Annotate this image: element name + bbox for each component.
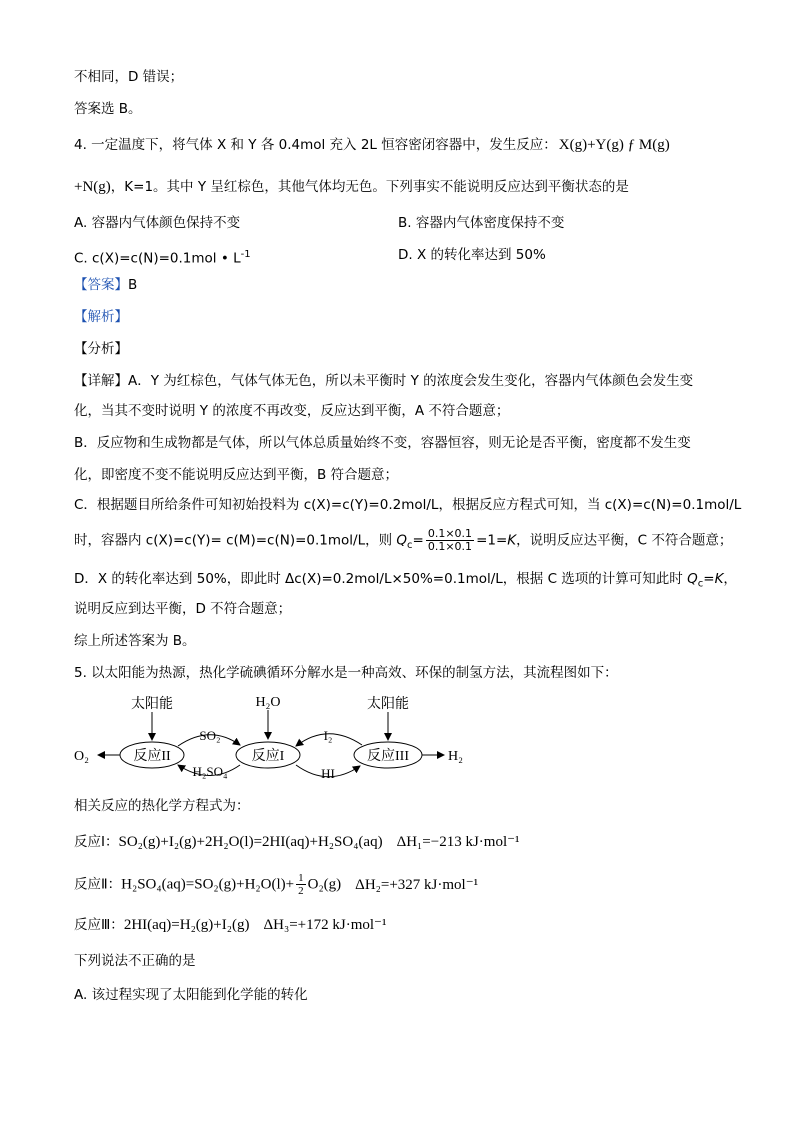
conclusion-line: 综上所述答案为 B。 (74, 633, 196, 649)
detail-line-5: C．根据题目所给条件可知初始投料为 c(X)=c(Y)=0.2mol/L，根据反应方程式可知，当 c(X)=c(N)=0.1mol/L (74, 497, 742, 513)
detail-line-8: 说明反应到达平衡，D 不符合题意； (74, 601, 292, 617)
question-4-stem-cont: +N(g)，K=1。其中 Y 呈红棕色，其他气体均无色。下列事实不能说明反应达到平衡状态的是 (74, 179, 629, 195)
h2-label: H₂ (448, 749, 463, 764)
detail-line-7: D．X 的转化率达到 50%，即此时 Δc(X)=0.2mol/L×50%=0.1mol/L，根据 C 选项的计算可知此时 $Q_c=K$， (74, 571, 737, 590)
reaction-1-equation: 反应Ⅰ：SO₂(g)+I₂(g)+2H₂O(l)=2HI(aq)+H₂SO₄(aq) ΔH₁=−213 kJ·mol⁻¹ (74, 834, 520, 850)
detail-line-4: 化，即密度不变不能说明反应达到平衡，B 符合题意； (74, 467, 399, 483)
svg-text:反应I: 反应I (251, 749, 285, 764)
analysis-heading: 【解析】 (74, 309, 128, 325)
q5-option-a: A. 该过程实现了太阳能到化学能的转化 (74, 987, 308, 1003)
text-line: 不相同，D 错误； (74, 69, 184, 85)
answer-line: 答案选 B。 (74, 101, 142, 117)
option-b: B. 容器内气体密度保持不变 (398, 215, 565, 231)
fenxi-heading: 【分析】 (74, 341, 128, 357)
option-c: C. c(X)=c(N)=0.1mol • $L^{-1}$ (74, 249, 251, 267)
svg-text:反应III: 反应III (367, 749, 409, 764)
svg-text:反应II: 反应II (133, 749, 171, 764)
solar-left-label: 太阳能 (131, 697, 173, 712)
detail-line-6: 时，容器内 c(X)=c(Y)= c(M)=c(N)=0.1mol/L，则 $Q_c=$ $\frac{0.1\times 0.1}{0.1\times 0.1}$ =1=K，说明反应达平衡，C 不符合题意； (74, 527, 733, 553)
detail-line-1: 【详解】A．Y 为红棕色，气体气体无色，所以未平衡时 Y 的浓度会发生变化，容器内气体颜色会发生变 (74, 373, 694, 389)
o2-label: O₂ (74, 749, 89, 764)
h2o-label: H₂O (255, 695, 281, 710)
related-equations-heading: 相关反应的热化学方程式为： (74, 798, 250, 814)
svg-text:I₂: I₂ (323, 728, 333, 743)
option-a: A. 容器内气体颜色保持不变 (74, 215, 241, 231)
svg-text:H₂SO₄: H₂SO₄ (192, 764, 228, 779)
svg-text:HI: HI (321, 766, 335, 781)
answer-row: 【答案】B (74, 277, 138, 293)
svg-text:SO₂: SO₂ (199, 728, 221, 743)
reaction-3-equation: 反应Ⅲ：2HI(aq)=H₂(g)+I₂(g) ΔH₃=+172 kJ·mol⁻¹ (74, 917, 387, 933)
solar-right-label: 太阳能 (367, 697, 409, 712)
question-5-stem: 5. 以太阳能为热源，热化学硫碘循环分解水是一种高效、环保的制氢方法，其流程图如下： (74, 665, 618, 681)
detail-line-3: B．反应物和生成物都是气体，所以气体总质量始终不变，容器恒容，则无论是否平衡，密度都不发生变 (74, 435, 691, 451)
reaction-2-equation: 反应Ⅱ：H₂SO₄(aq)=SO₂(g)+H₂O(l)+ $\frac{1}{2}$ O₂(g) ΔH₂=+327 kJ·mol⁻¹ (74, 872, 479, 897)
option-d: D. X 的转化率达到 50% (398, 247, 546, 263)
flow-diagram (70, 688, 490, 788)
question-prompt: 下列说法不正确的是 (74, 953, 196, 969)
detail-line-2: 化，当其不变时说明 Y 的浓度不再改变，反应达到平衡，A 不符合题意； (74, 403, 510, 419)
question-4-stem: 4. 一定温度下，将气体 X 和 Y 各 0.4mol 充入 2L 恒容密闭容器中，发生反应： X(g)+Y(g) ƒ M(g) (74, 137, 670, 153)
